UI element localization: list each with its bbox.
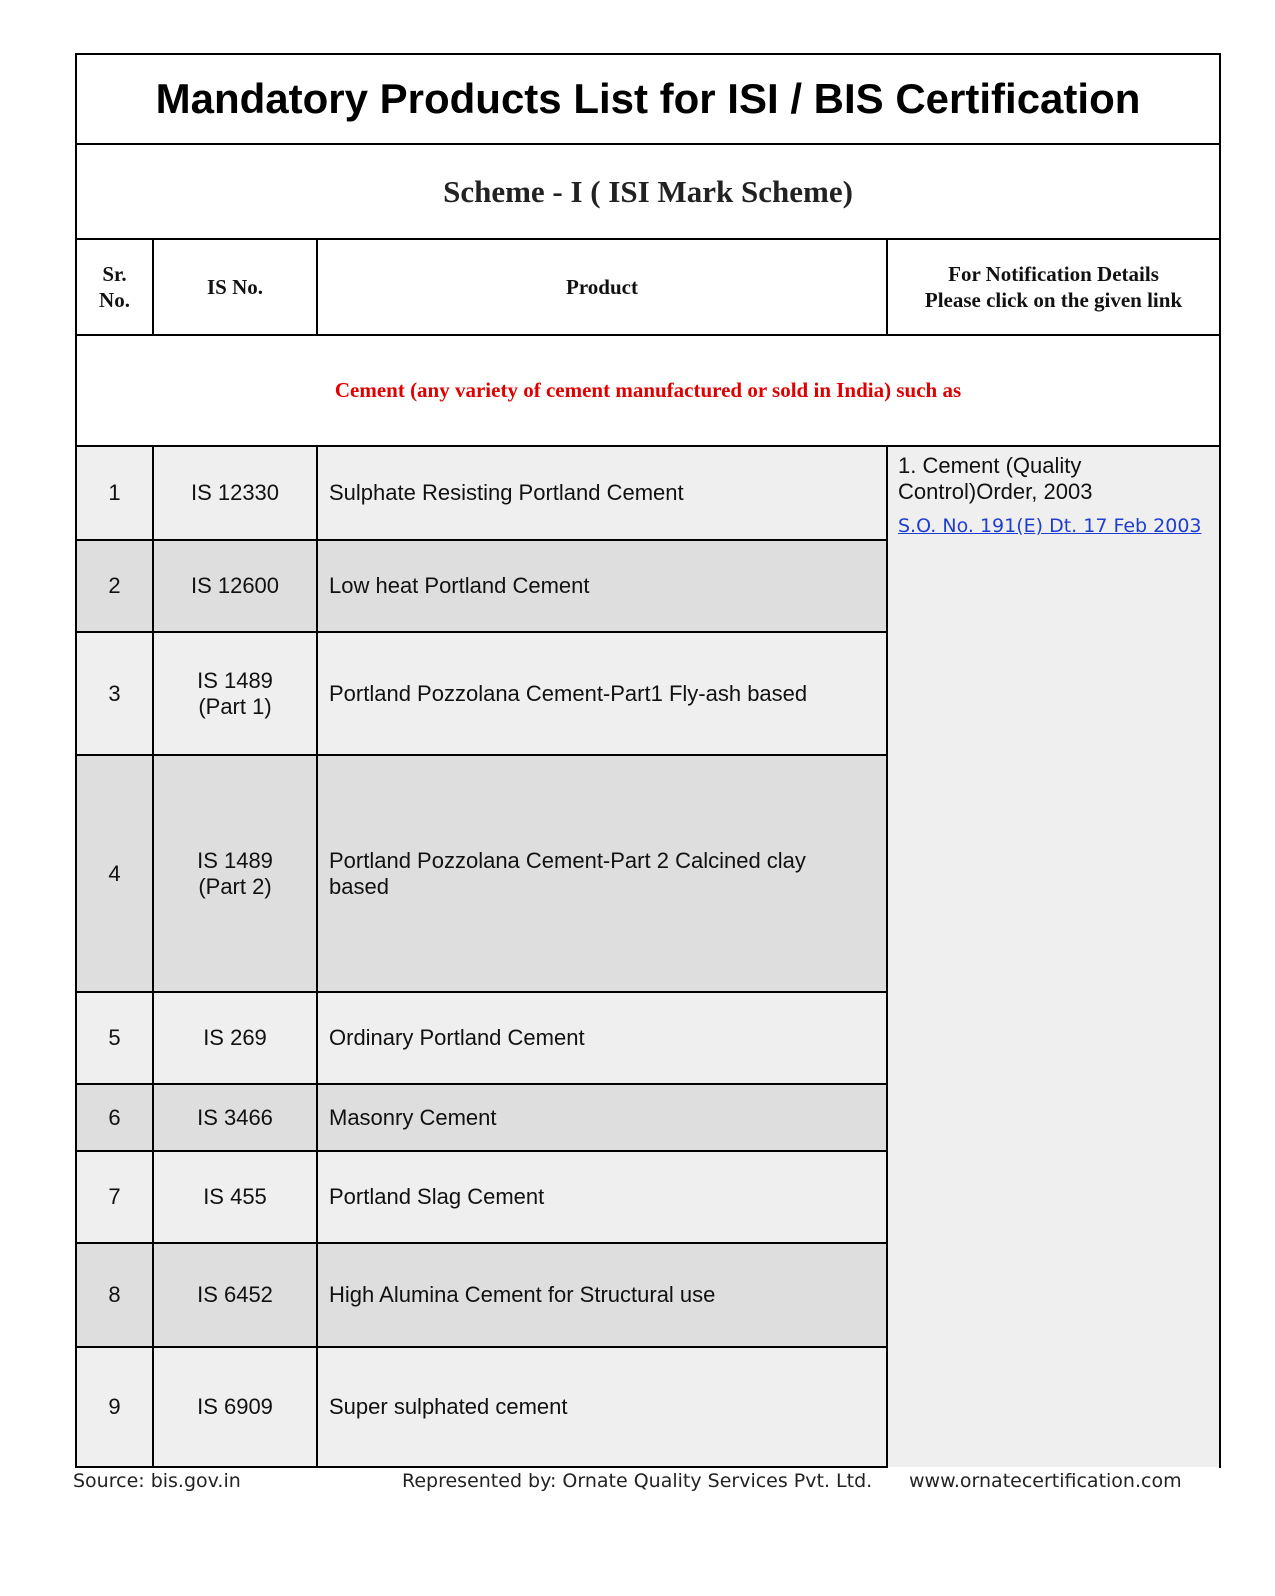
cell-is-no: IS 6452 bbox=[153, 1243, 317, 1347]
products-table bbox=[77, 240, 1219, 1468]
header-product: Product bbox=[317, 240, 887, 335]
cell-product: Super sulphated cement bbox=[317, 1347, 887, 1467]
cell-is-no: IS 3466 bbox=[153, 1084, 317, 1151]
cell-is-no: IS 1489 (Part 1) bbox=[153, 632, 317, 755]
cell-sr: 7 bbox=[77, 1151, 153, 1243]
cell-is-no: IS 269 bbox=[153, 992, 317, 1084]
cell-product: High Alumina Cement for Structural use bbox=[317, 1243, 887, 1347]
document-sheet bbox=[75, 53, 1221, 1468]
table-header-row bbox=[77, 240, 1219, 335]
cell-is-no: IS 12330 bbox=[153, 446, 317, 540]
cell-is-no: IS 455 bbox=[153, 1151, 317, 1243]
page-title: Mandatory Products List for ISI / BIS Certification bbox=[77, 55, 1219, 145]
cell-sr: 4 bbox=[77, 755, 153, 992]
footer-represented-by: Represented by: Ornate Quality Services Pvt. Ltd. bbox=[402, 1470, 873, 1492]
table-row bbox=[77, 446, 1219, 540]
cell-sr: 5 bbox=[77, 992, 153, 1084]
cell-product: Ordinary Portland Cement bbox=[317, 992, 887, 1084]
cell-sr: 2 bbox=[77, 540, 153, 632]
cell-sr: 1 bbox=[77, 446, 153, 540]
page-footer bbox=[0, 1470, 1275, 1500]
header-is-no: IS No. bbox=[153, 240, 317, 335]
cell-product: Portland Pozzolana Cement-Part1 Fly-ash based bbox=[317, 632, 887, 755]
notification-cell bbox=[887, 446, 1219, 1467]
cell-product: Masonry Cement bbox=[317, 1084, 887, 1151]
cell-product: Portland Pozzolana Cement-Part 2 Calcined clay based bbox=[317, 755, 887, 992]
cell-sr: 9 bbox=[77, 1347, 153, 1467]
notification-text: 1. Cement (Quality Control)Order, 2003 bbox=[898, 453, 1093, 504]
cell-sr: 3 bbox=[77, 632, 153, 755]
scheme-heading: Scheme - I ( ISI Mark Scheme) bbox=[77, 145, 1219, 240]
notification-link[interactable]: S.O. No. 191(E) Dt. 17 Feb 2003 bbox=[898, 515, 1202, 537]
footer-website: www.ornatecertification.com bbox=[909, 1470, 1182, 1492]
cell-product: Portland Slag Cement bbox=[317, 1151, 887, 1243]
footer-source: Source: bis.gov.in bbox=[73, 1470, 241, 1492]
cell-sr: 6 bbox=[77, 1084, 153, 1151]
category-row bbox=[77, 335, 1219, 446]
header-notification: For Notification Details Please click on the given link bbox=[887, 240, 1219, 335]
cell-is-no: IS 12600 bbox=[153, 540, 317, 632]
cell-product: Low heat Portland Cement bbox=[317, 540, 887, 632]
header-sr-no: Sr. No. bbox=[77, 240, 153, 335]
cell-product: Sulphate Resisting Portland Cement bbox=[317, 446, 887, 540]
cell-is-no: IS 1489 (Part 2) bbox=[153, 755, 317, 992]
cell-is-no: IS 6909 bbox=[153, 1347, 317, 1467]
category-label: Cement (any variety of cement manufactured or sold in India) such as bbox=[77, 335, 1219, 446]
cell-sr: 8 bbox=[77, 1243, 153, 1347]
